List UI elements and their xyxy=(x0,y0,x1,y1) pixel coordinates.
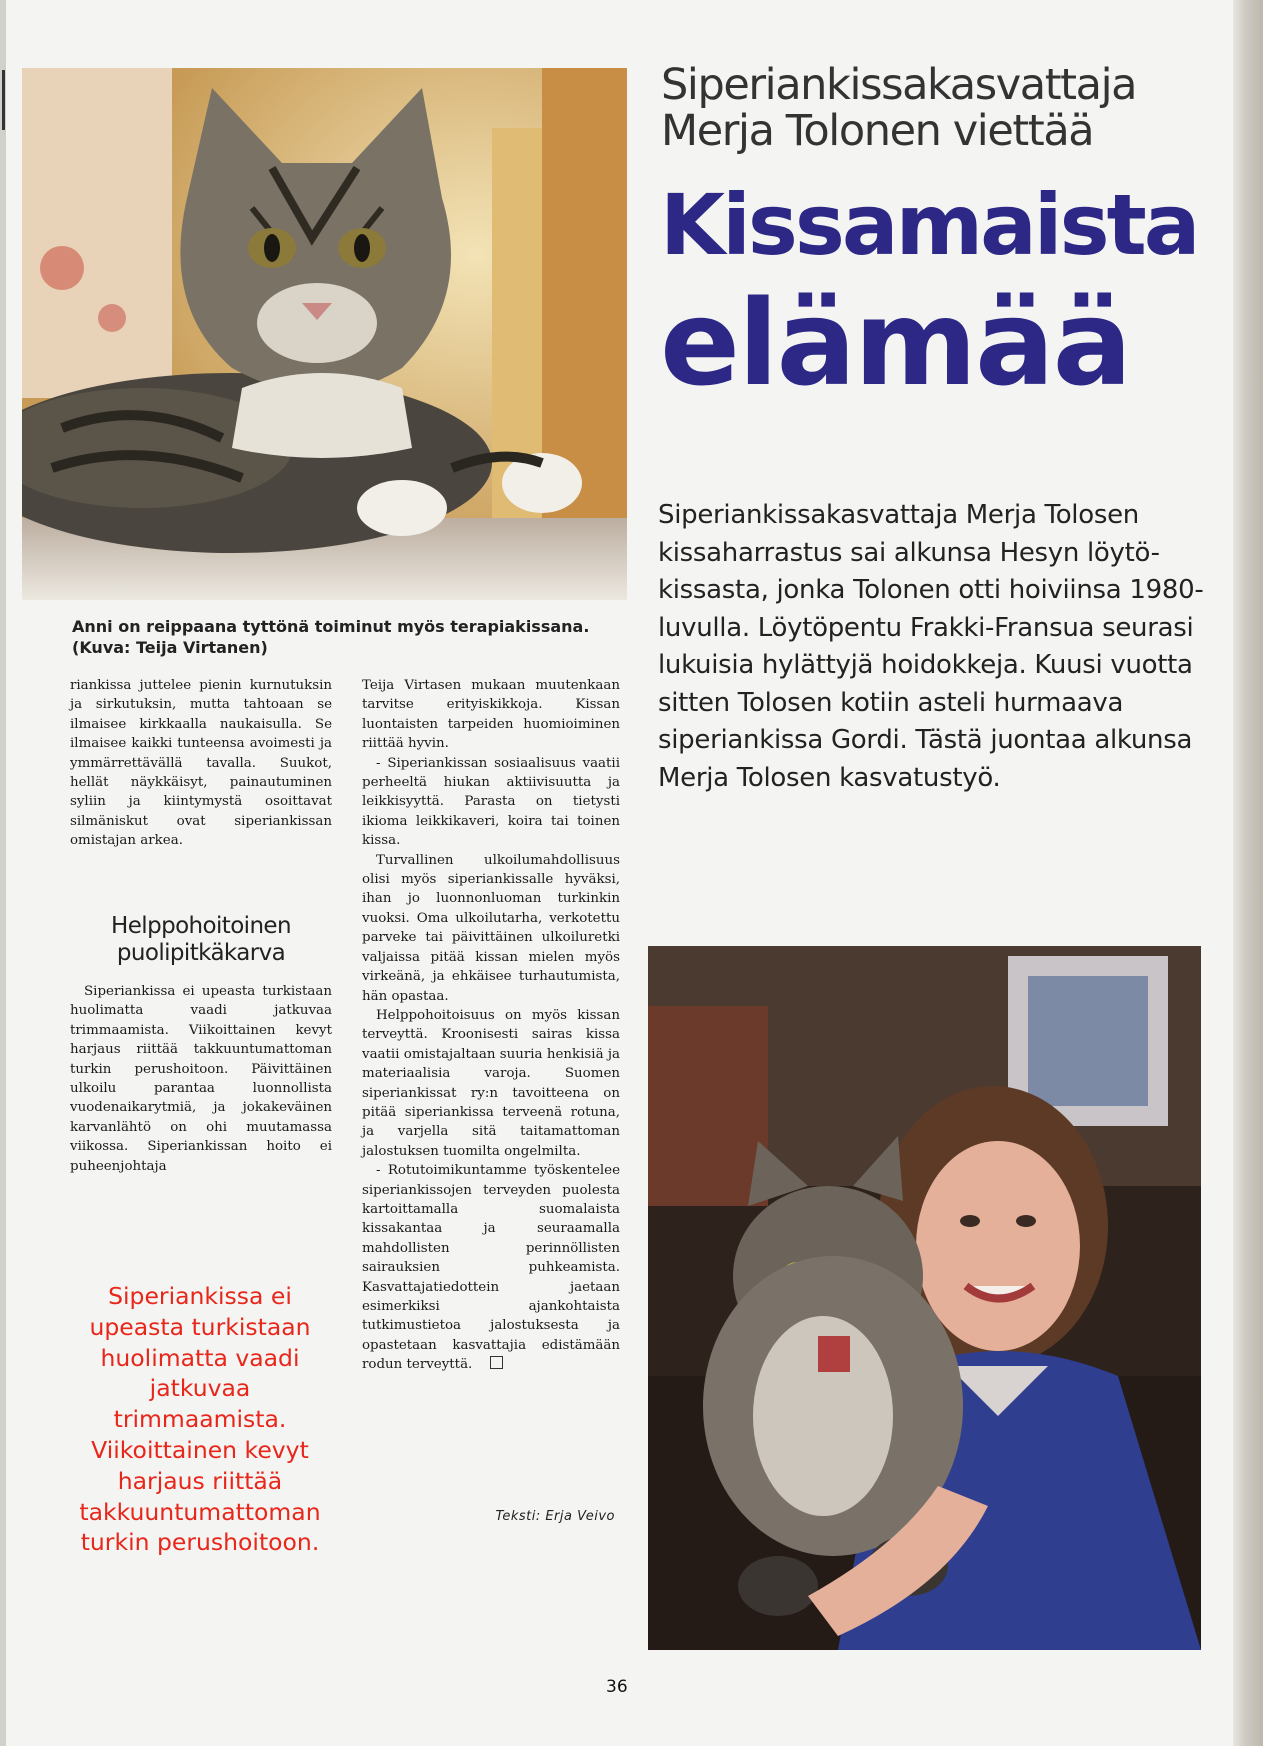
paragraph-last xyxy=(362,1161,620,1374)
breeder-photo xyxy=(648,946,1201,1650)
end-mark-icon xyxy=(490,1356,503,1369)
paragraph: riankissa juttelee pienin kurnutuksin ja sirkutuksin, mutta tahtoaan se ilmaisee kirkkaalla naukaisulla. Se ilmaisee kaikki tunteensa avoimesti ja ymmärrettävällä tavalla. Suukot, hellät näykkäisyt, painautuminen syliin ja kiintymystä osoittavat silmäniskut ovat siperiankissan omistajan arkea. xyxy=(70,678,332,849)
page-number: 36 xyxy=(606,1677,628,1697)
column-2-text xyxy=(362,676,620,1375)
page-edge-right xyxy=(1233,0,1263,1746)
paragraph: Turvallinen ulkoilumahdollisuus olisi myös siperiankissalle hyväksi, ihan jo luonnonluoman turkinkin vuoksi. Oma ulkoilutarha, verkotettu parveke tai päivittäinen ulkoiluretki valjaissa pitää kissan mielen myös virkeänä, ja ehkäisee turhautumista, hän opastaa. xyxy=(362,852,620,1004)
pull-quote: Siperiankissa ei upeasta turkistaan huolimatta vaadi jatkuvaa trimmaamista. Viikoittainen kevyt harjaus riittää takkuuntumattoman turkin perushoitoon. xyxy=(79,1282,321,1557)
paragraph: Helppohoitoisuus on myös kissan terveyttä. Kroonisesti sairas kissa vaatii omistajaltaan suuria henkisiä ja materiaalisia varoja. Suomen siperiankissat ry:n tavoitteena on pitää siperiankissa terveenä rotuna, ja varjella sitä taitamattoman jalostuksen tuomilta ongelmilta. xyxy=(362,1007,620,1159)
paragraph: Siperiankissa ei upeasta turkistaan huolimatta vaadi jatkuvaa trimmaamista. Viikoittainen kevyt harjaus riittää takkuuntumattoman turkin perushoitoon. Päivittäinen ulkoilu parantaa luonnollista vuodenaikarytmiä, ja jokakeväinen karvanlähtö on ohi muutamassa viikossa. Siperiankissan hoito ei puheenjohtaja xyxy=(70,984,332,1174)
headline-title-line-1: Kissamaista xyxy=(660,176,1198,274)
byline: Teksti: Erja Veivo xyxy=(495,1509,615,1524)
paragraph-text: - Rotutoimikuntamme työskentelee siperiankissojen terveyden puolesta kartoittamalla suomalaista kissakantaa ja seuraamalla mahdollisten perinnöllisten sairauksien puhkeamista. Kasvattajatiedottein jaetaan esimerkiksi ajankohtaista tutkimustietoa jalostuksesta ja opastetaan kasvattajia edistämään rodun terveyttä. xyxy=(362,1163,620,1373)
lead-paragraph: Siperiankissakasvattaja Merja Tolosen kissaharrastus sai alkunsa Hesyn löytö-kissasta, jonka Tolonen otti hoiviinsa 1980-luvulla. Löytöpentu Frakki-Fransua seurasi lukuisia hylättyjä hoidokkeja. Kuusi vuotta sitten Tolosen kotiin asteli hurmaava siperiankissa Gordi. Tästä juontaa alkunsa Merja Tolosen kasvatustyö. xyxy=(658,500,1204,793)
cat-photo xyxy=(22,68,627,600)
photo-caption: Anni on reippaana tyttönä toiminut myös terapiakissana. (Kuva: Teija Virtanen) xyxy=(72,617,590,657)
column-1-text xyxy=(70,676,332,851)
page-edge-left xyxy=(0,0,6,1746)
headline-kicker: Siperiankissakasvattaja Merja Tolonen viettää xyxy=(661,60,1137,156)
column-1-section-text xyxy=(70,982,332,1176)
section-subheading: Helppohoitoinen puolipitkäkarva xyxy=(111,913,291,966)
headline-title-line-2: elämää xyxy=(660,274,1131,412)
paragraph: Teija Virtasen mukaan muutenkaan tarvitse erityiskikkoja. Kissan luontaisten tarpeiden huomioiminen riittää hyvin. xyxy=(362,678,620,752)
paragraph: - Siperiankissan sosiaalisuus vaatii perheeltä hiukan aktiivisuutta ja leikkisyyttä. Parasta on tietysti ikioma leikkikaveri, koira tai toinen kissa. xyxy=(362,755,620,849)
